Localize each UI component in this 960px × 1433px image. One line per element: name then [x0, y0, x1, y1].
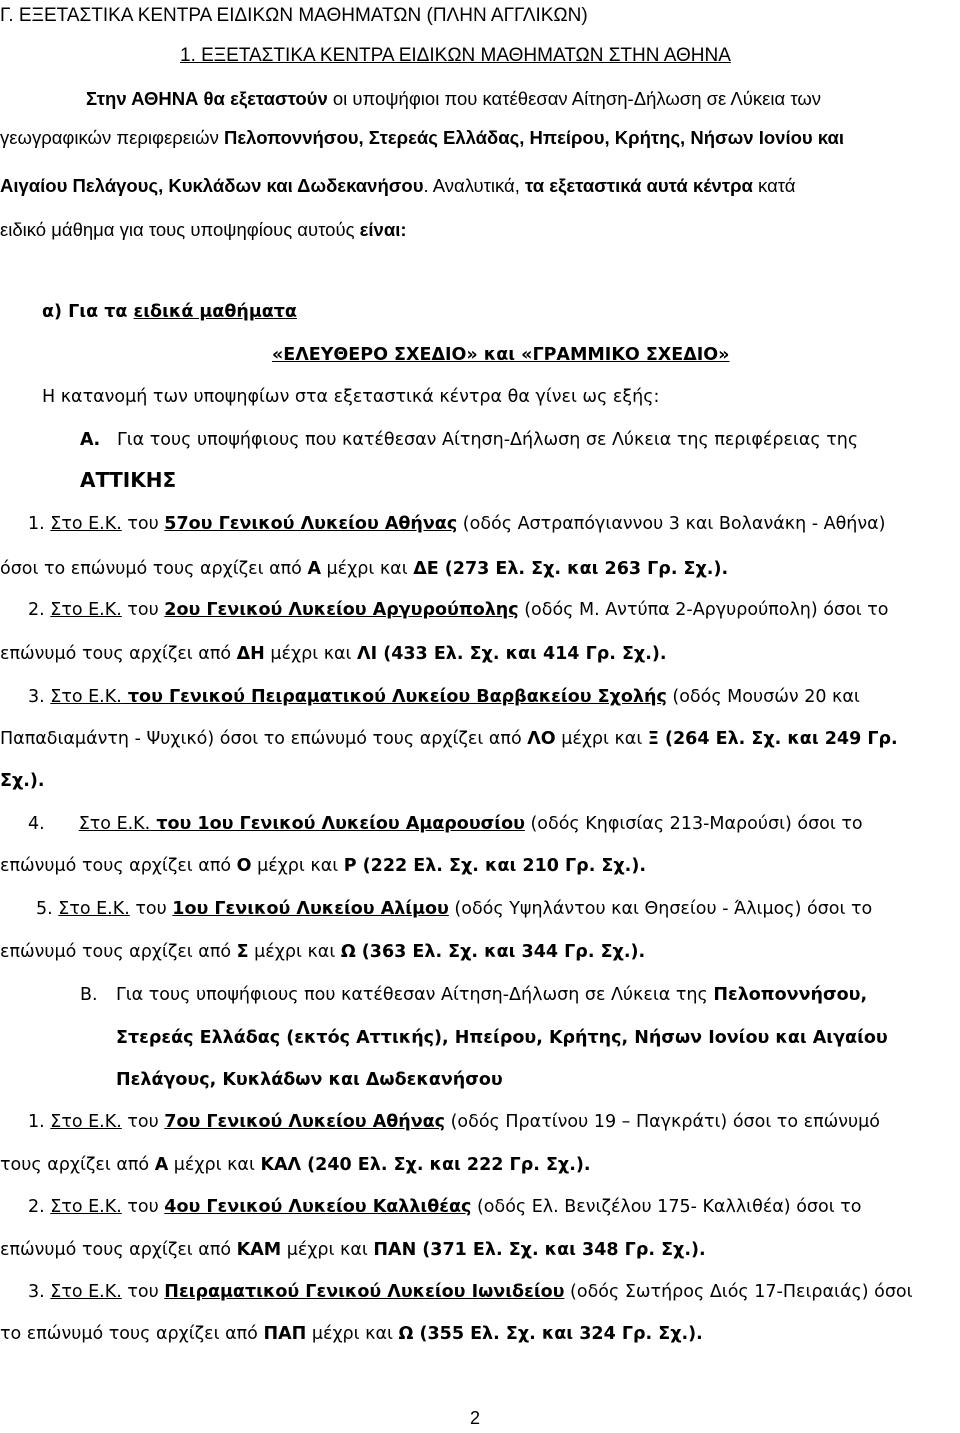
a2-line-2: επώνυμό τους αρχίζει από ΔΗ μέχρι και ΛΙ (433 Ελ. Σχ. και 414 Γρ. Σχ.). [0, 644, 667, 664]
subsection-title [180, 44, 731, 68]
b2-line-2: επώνυμό τους αρχίζει από ΚΑΜ μέχρι και ΠΑΝ (371 Ελ. Σχ. και 348 Γρ. Σχ.). [0, 1240, 706, 1260]
a3-line-2: Παπαδιαμάντη - Ψυχικό) όσοι το επώνυμό τους αρχίζει από ΛΟ μέχρι και Ξ (264 Ελ. Σχ. και 249 Γρ. [0, 729, 898, 749]
group-b-letter: Β. [80, 985, 98, 1005]
a4-line-2: επώνυμό τους αρχίζει από Ο μέχρι και Ρ (222 Ελ. Σχ. και 210 Γρ. Σχ.). [0, 856, 646, 876]
group-a-text: Για τους υποψήφιους που κατέθεσαν Αίτηση-Δήλωση σε Λύκεια της περιφέρειας της [117, 430, 859, 450]
section-title: Γ. ΕΞΕΤΑΣΤΙΚΑ ΚΕΝΤΡΑ ΕΙΔΙΚΩΝ ΜΑΘΗΜΑΤΩΝ (ΠΛΗΝ ΑΓΓΛΙΚΩΝ) [0, 5, 588, 26]
b3-line-2: το επώνυμό τους αρχίζει από ΠΑΠ μέχρι και Ω (355 Ελ. Σχ. και 324 Γρ. Σχ.). [0, 1324, 703, 1344]
intro-line-2: γεωγραφικών περιφερειών Πελοποννήσου, Στερεάς Ελλάδας, Ηπείρου, Κρήτης, Νήσων Ιονίου και [0, 127, 845, 148]
intro-line-3: Αιγαίου Πελάγους, Κυκλάδων και Δωδεκανήσου. Αναλυτικά, τα εξεταστικά αυτά κέντρα κατά [0, 175, 796, 196]
a4-line-1: 4. Στο Ε.Κ. του 1ου Γενικού Λυκείου Αμαρουσίου (οδός Κηφισίας 213-Μαρούσι) όσοι το [28, 814, 863, 834]
group-a-region: ΑΤΤΙΚΗΣ [80, 468, 177, 492]
b1-line-1: 1. Στο Ε.Κ. του 7ου Γενικού Λυκείου Αθήνας (οδός Πρατίνου 19 – Παγκράτι) όσοι το επώνυμό [28, 1112, 881, 1132]
subsection-title-text: 1. ΕΞΕΤΑΣΤΙΚΑ ΚΕΝΤΡΑ ΕΙΔΙΚΩΝ ΜΑΘΗΜΑΤΩΝ ΣΤΗΝ ΑΘΗΝΑ [180, 45, 731, 66]
subject-heading: α) Για τα ειδικά μαθήματα [42, 302, 297, 322]
subject-names: «ΕΛΕΥΘΕΡΟ ΣΧΕΔΙΟ» και «ΓΡΑΜΜΙΚΟ ΣΧΕΔΙΟ» [272, 345, 730, 365]
group-b-regions-1: Στερεάς Ελλάδας (εκτός Αττικής), Ηπείρου, Κρήτης, Νήσων Ιονίου και Αιγαίου [116, 1028, 888, 1048]
group-a-letter: Α. [80, 430, 101, 450]
intro-line-4: ειδικό μάθημα για τους υποψηφίους αυτούς είναι: [0, 219, 407, 240]
a3-line-3: Σχ.). [0, 771, 45, 791]
a5-line-1: 5. Στο Ε.Κ. του 1ου Γενικού Λυκείου Αλίμου (οδός Υψηλάντου και Θησείου - Άλιμος) όσοι το [36, 899, 873, 919]
a2-line-1: 2. Στο Ε.Κ. του 2ου Γενικού Λυκείου Αργυρούπολης (οδός Μ. Αντύπα 2-Αργυρούπολη) όσοι το [28, 600, 889, 620]
group-b-text: Για τους υποψήφιους που κατέθεσαν Αίτηση-Δήλωση σε Λύκεια της Πελοποννήσου, [116, 985, 868, 1005]
b3-line-1: 3. Στο Ε.Κ. του Πειραματικού Γενικού Λυκείου Ιωνιδείου (οδός Σωτήρος Διός 17-Πειραιάς) όσοι [28, 1282, 913, 1302]
b1-line-2: τους αρχίζει από Α μέχρι και ΚΑΛ (240 Ελ. Σχ. και 222 Γρ. Σχ.). [0, 1155, 591, 1175]
b2-line-1: 2. Στο Ε.Κ. του 4ου Γενικού Λυκείου Καλλιθέας (οδός Ελ. Βενιζέλου 175- Καλλιθέα) όσοι το [28, 1197, 862, 1217]
a1-line-1: 1. Στο Ε.Κ. του 57ου Γενικού Λυκείου Αθήνας (οδός Αστραπόγιαννου 3 και Βολανάκη - Αθήνα) [28, 514, 886, 534]
a5-line-2: επώνυμό τους αρχίζει από Σ μέχρι και Ω (363 Ελ. Σχ. και 344 Γρ. Σχ.). [0, 942, 646, 962]
a1-line-2: όσοι το επώνυμό τους αρχίζει από Α μέχρι και ΔΕ (273 Ελ. Σχ. και 263 Γρ. Σχ.). [0, 559, 729, 579]
group-b-regions-2: Πελάγους, Κυκλάδων και Δωδεκανήσου [116, 1070, 503, 1090]
distribution-text: Η κατανομή των υποψηφίων στα εξεταστικά κέντρα θα γίνει ως εξής: [42, 387, 660, 407]
intro-line-1: Στην ΑΘΗΝΑ θα εξεταστούν οι υποψήφιοι που κατέθεσαν Αίτηση-Δήλωση σε Λύκεια των [86, 88, 822, 109]
a3-line-1: 3. Στο Ε.Κ. του Γενικού Πειραματικού Λυκείου Βαρβακείου Σχολής (οδός Μουσών 20 και [28, 687, 860, 707]
page-number: 2 [470, 1408, 481, 1428]
